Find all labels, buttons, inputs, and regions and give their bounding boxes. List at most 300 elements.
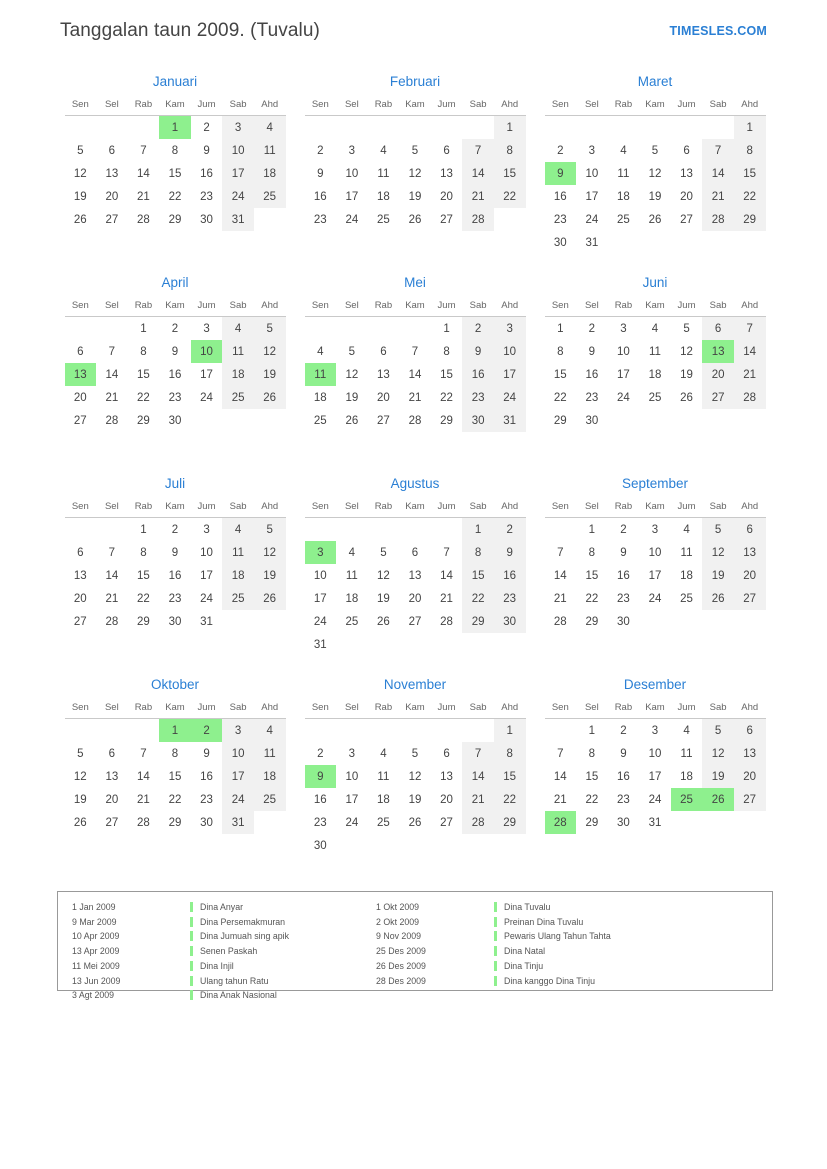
weekday-header: Jum: [431, 297, 463, 317]
day-cell: 30: [168, 414, 182, 427]
week-row: [545, 340, 766, 363]
day-cell: 3: [222, 116, 254, 140]
day-cell: 8: [734, 139, 766, 162]
empty-day-cell: [431, 633, 463, 656]
day-cell: 6: [108, 144, 116, 157]
empty-day-cell: [368, 633, 400, 656]
day-cell: 8: [443, 345, 450, 358]
empty-day-cell: [671, 811, 703, 834]
day-cell: 31: [313, 638, 327, 651]
month-table: [545, 96, 766, 254]
day-cell: 4: [620, 144, 627, 157]
weekday-header-row: [65, 699, 286, 719]
day-cell: 28: [137, 816, 150, 829]
holiday-day-cell: 10: [191, 340, 223, 363]
month-name: September: [621, 476, 689, 491]
day-cell: 26: [73, 816, 87, 829]
week-row: [65, 386, 286, 409]
day-cell: 24: [222, 788, 254, 811]
day-cell: 25: [313, 414, 327, 427]
holiday-legend: [57, 891, 773, 1001]
day-cell: 8: [171, 144, 179, 157]
day-cell: 26: [377, 615, 390, 628]
month-name: April: [161, 275, 189, 290]
week-row: [545, 386, 766, 409]
day-cell: 14: [440, 569, 453, 582]
weekday-header: Rab: [128, 498, 160, 518]
day-cell: 19: [345, 391, 359, 404]
day-cell: 24: [313, 615, 327, 628]
day-cell: 31: [648, 816, 662, 829]
day-cell: 4: [222, 317, 254, 341]
weekday-header: Ahd: [734, 498, 766, 518]
legend-date: 2 Okt 2009: [376, 916, 420, 927]
empty-day-cell: [399, 719, 431, 743]
empty-day-cell: [608, 116, 640, 140]
day-cell: 4: [683, 523, 690, 536]
day-cell: 18: [377, 190, 390, 203]
empty-day-cell: [702, 610, 734, 633]
month-table: [305, 699, 526, 857]
day-cell: 12: [254, 340, 286, 363]
holiday-day-cell: 28: [545, 811, 577, 834]
holiday-day-cell: 2: [191, 719, 223, 743]
site-brand[interactable]: TIMESLES.COM: [669, 24, 767, 38]
week-row: [545, 564, 766, 587]
day-cell: 20: [680, 190, 693, 203]
day-cell: 5: [348, 345, 356, 358]
week-row: [305, 185, 526, 208]
day-cell: 23: [585, 391, 599, 404]
day-cell: 27: [440, 816, 453, 829]
week-row: [305, 610, 526, 633]
day-cell: 9: [620, 747, 627, 760]
legend-name-column: [190, 900, 376, 1003]
day-cell: 6: [411, 546, 419, 559]
day-cell: 19: [377, 592, 390, 605]
day-cell: 18: [617, 190, 630, 203]
day-cell: 27: [73, 414, 87, 427]
day-cell: 13: [680, 167, 693, 180]
month-block: [57, 66, 293, 267]
day-cell: 3: [222, 719, 254, 743]
weekday-header: Sen: [305, 297, 337, 317]
day-cell: 2: [588, 322, 596, 335]
day-cell: 25: [648, 391, 662, 404]
weekday-header: Sen: [545, 297, 577, 317]
empty-day-cell: [128, 719, 160, 743]
day-cell: 9: [203, 144, 210, 157]
day-cell: 23: [313, 816, 327, 829]
week-row: [65, 317, 286, 341]
day-cell: 16: [585, 368, 599, 381]
day-cell: 12: [408, 167, 422, 180]
empty-day-cell: [222, 610, 254, 633]
day-cell: 15: [585, 770, 599, 783]
weekday-header: Jum: [671, 699, 703, 719]
week-row: [305, 587, 526, 610]
day-cell: 16: [168, 368, 182, 381]
day-cell: 19: [408, 793, 422, 806]
holiday-day-cell: 9: [545, 162, 577, 185]
day-cell: 26: [648, 213, 662, 226]
month-table: [305, 297, 526, 432]
weekday-header: Sel: [576, 96, 608, 116]
day-cell: 24: [222, 185, 254, 208]
empty-day-cell: [671, 231, 703, 254]
day-cell: 23: [617, 592, 630, 605]
day-cell: 1: [588, 724, 596, 737]
legend-holiday-name: Dina kanggo Dina Tinju: [494, 974, 680, 989]
day-cell: 10: [585, 167, 599, 180]
week-row: [305, 765, 526, 788]
weekday-header: Ahd: [254, 297, 286, 317]
empty-day-cell: [65, 317, 97, 341]
day-cell: 22: [168, 190, 182, 203]
day-cell: 27: [734, 788, 766, 811]
day-cell: 8: [171, 747, 179, 760]
day-cell: 9: [462, 340, 494, 363]
day-cell: 27: [105, 213, 119, 226]
day-cell: 27: [377, 414, 390, 427]
legend-date: 9 Nov 2009: [376, 931, 421, 942]
empty-day-cell: [305, 518, 337, 542]
day-cell: 30: [200, 816, 213, 829]
day-cell: 14: [462, 765, 494, 788]
weekday-header: Sel: [96, 297, 128, 317]
weekday-header: Sen: [65, 498, 97, 518]
day-cell: 3: [651, 523, 659, 536]
day-cell: 30: [553, 236, 567, 249]
legend-date-column: [72, 900, 190, 1003]
month-table: [65, 297, 286, 432]
day-cell: 20: [73, 391, 87, 404]
empty-day-cell: [545, 719, 577, 743]
empty-day-cell: [545, 518, 577, 542]
day-cell: 27: [73, 615, 87, 628]
day-cell: 13: [734, 541, 766, 564]
day-cell: 1: [140, 322, 147, 335]
day-cell: 12: [254, 541, 286, 564]
day-cell: 27: [734, 587, 766, 610]
day-cell: 10: [617, 345, 630, 358]
day-cell: 24: [345, 816, 359, 829]
legend-holiday-name: Dina Injil: [190, 959, 376, 974]
weekday-header-row: [65, 297, 286, 317]
day-cell: 8: [557, 345, 564, 358]
day-cell: 4: [348, 546, 356, 559]
day-cell: 30: [585, 414, 599, 427]
day-cell: 22: [440, 391, 453, 404]
weekday-header: Sel: [336, 498, 368, 518]
day-cell: 3: [620, 322, 627, 335]
legend-date: 10 Apr 2009: [72, 931, 120, 942]
empty-day-cell: [254, 610, 286, 633]
legend-name-column: [494, 900, 680, 1003]
empty-day-cell: [431, 834, 463, 857]
day-cell: 8: [140, 546, 147, 559]
day-cell: 7: [734, 317, 766, 341]
day-cell: 5: [651, 144, 659, 157]
week-row: [305, 834, 526, 857]
weekday-header: Ahd: [734, 699, 766, 719]
empty-day-cell: [368, 116, 400, 140]
empty-day-cell: [399, 518, 431, 542]
legend-date: 13 Jun 2009: [72, 975, 121, 986]
weekday-header: Sen: [545, 96, 577, 116]
day-cell: 27: [702, 386, 734, 409]
weekday-header-row: [545, 96, 766, 116]
day-cell: 28: [105, 615, 119, 628]
weekday-header: Kam: [639, 297, 671, 317]
day-cell: 20: [440, 190, 453, 203]
day-cell: 24: [345, 213, 359, 226]
empty-day-cell: [191, 409, 223, 432]
day-cell: 19: [702, 765, 734, 788]
day-cell: 4: [222, 518, 254, 542]
weekday-header: Sab: [462, 498, 494, 518]
week-row: [545, 788, 766, 811]
empty-day-cell: [128, 116, 160, 140]
day-cell: 28: [734, 386, 766, 409]
day-cell: 11: [648, 345, 661, 358]
month-block: [297, 669, 533, 870]
day-cell: 30: [617, 816, 630, 829]
week-row: [305, 409, 526, 432]
day-cell: 18: [648, 368, 662, 381]
month-table: [65, 699, 286, 834]
weekday-header: Sab: [222, 498, 254, 518]
day-cell: 19: [648, 190, 662, 203]
day-cell: 29: [494, 811, 526, 834]
day-cell: 6: [734, 719, 766, 743]
empty-day-cell: [639, 231, 671, 254]
day-cell: 18: [254, 162, 286, 185]
legend-date: 3 Agt 2009: [72, 990, 115, 1001]
weekday-header: Rab: [368, 498, 400, 518]
day-cell: 11: [345, 569, 358, 582]
day-cell: 22: [494, 788, 526, 811]
week-row: [305, 719, 526, 743]
empty-day-cell: [254, 811, 286, 834]
day-cell: 20: [734, 765, 766, 788]
day-cell: 28: [408, 414, 422, 427]
weekday-header: Rab: [368, 297, 400, 317]
week-row: [65, 363, 286, 386]
day-cell: 3: [588, 144, 596, 157]
day-cell: 29: [440, 414, 453, 427]
day-cell: 2: [171, 322, 179, 335]
day-cell: 8: [588, 546, 596, 559]
day-cell: 2: [317, 144, 324, 157]
month-block: [297, 468, 533, 669]
weekday-header: Sab: [462, 297, 494, 317]
weekday-header: Rab: [128, 699, 160, 719]
week-row: [65, 610, 286, 633]
day-cell: 30: [168, 615, 182, 628]
day-cell: 14: [408, 368, 422, 381]
day-cell: 30: [200, 213, 213, 226]
day-cell: 28: [105, 414, 119, 427]
months-grid: [57, 66, 773, 870]
week-row: [65, 185, 286, 208]
day-cell: 29: [137, 615, 150, 628]
legend-date: 9 Mar 2009: [72, 916, 117, 927]
month-name: Oktober: [150, 677, 200, 692]
day-cell: 16: [313, 190, 327, 203]
week-row: [545, 811, 766, 834]
weekday-header: Kam: [639, 498, 671, 518]
day-cell: 3: [203, 523, 210, 536]
day-cell: 13: [105, 770, 119, 783]
week-row: [305, 363, 526, 386]
day-cell: 29: [585, 816, 599, 829]
weekday-header: Kam: [399, 699, 431, 719]
day-cell: 27: [105, 816, 119, 829]
weekday-header: Jum: [671, 297, 703, 317]
day-cell: 11: [254, 139, 286, 162]
empty-day-cell: [336, 518, 368, 542]
day-cell: 7: [557, 747, 564, 760]
day-cell: 19: [408, 190, 422, 203]
week-row: [545, 139, 766, 162]
holiday-day-cell: 13: [702, 340, 734, 363]
day-cell: 5: [254, 317, 286, 341]
week-row: [545, 765, 766, 788]
day-cell: 23: [168, 592, 182, 605]
day-cell: 17: [200, 368, 213, 381]
weekday-header: Rab: [368, 96, 400, 116]
day-cell: 15: [440, 368, 453, 381]
weekday-header-row: [305, 297, 526, 317]
day-cell: 10: [494, 340, 526, 363]
weekday-header: Jum: [191, 297, 223, 317]
day-cell: 2: [171, 523, 179, 536]
empty-day-cell: [545, 116, 577, 140]
day-cell: 3: [203, 322, 210, 335]
day-cell: 12: [702, 742, 734, 765]
weekday-header-row: [305, 498, 526, 518]
week-row: [545, 162, 766, 185]
day-cell: 22: [494, 185, 526, 208]
day-cell: 7: [411, 345, 419, 358]
week-row: [305, 116, 526, 140]
month-table: [305, 498, 526, 656]
day-cell: 6: [702, 317, 734, 341]
weekday-header: Kam: [399, 96, 431, 116]
legend-holiday-name: Dina Tinju: [494, 959, 680, 974]
day-cell: 6: [734, 518, 766, 542]
day-cell: 7: [557, 546, 564, 559]
weekday-header: Sen: [545, 498, 577, 518]
day-cell: 17: [648, 770, 662, 783]
month-name: Februari: [389, 74, 441, 89]
day-cell: 1: [443, 322, 450, 335]
week-row: [65, 518, 286, 542]
day-cell: 1: [557, 322, 564, 335]
day-cell: 15: [494, 162, 526, 185]
day-cell: 31: [222, 811, 254, 834]
empty-day-cell: [639, 610, 671, 633]
day-cell: 16: [494, 564, 526, 587]
day-cell: 20: [440, 793, 453, 806]
day-cell: 3: [348, 144, 356, 157]
day-cell: 17: [617, 368, 630, 381]
empty-day-cell: [702, 409, 734, 432]
empty-day-cell: [399, 317, 431, 341]
weekday-header: Rab: [608, 96, 640, 116]
week-row: [65, 340, 286, 363]
day-cell: 2: [494, 518, 526, 542]
day-cell: 25: [345, 615, 359, 628]
day-cell: 6: [77, 345, 84, 358]
day-cell: 5: [411, 144, 419, 157]
day-cell: 12: [345, 368, 359, 381]
empty-day-cell: [671, 409, 703, 432]
day-cell: 1: [734, 116, 766, 140]
day-cell: 13: [73, 569, 87, 582]
month-name: Januari: [152, 74, 198, 89]
day-cell: 26: [345, 414, 359, 427]
day-cell: 11: [222, 340, 254, 363]
legend-holiday-name: Dina Anyar: [190, 900, 376, 915]
day-cell: 2: [557, 144, 564, 157]
day-cell: 26: [680, 391, 693, 404]
day-cell: 25: [617, 213, 630, 226]
legend-date: 1 Okt 2009: [376, 902, 420, 912]
empty-day-cell: [462, 834, 494, 857]
day-cell: 25: [254, 788, 286, 811]
day-cell: 17: [494, 363, 526, 386]
day-cell: 25: [377, 213, 390, 226]
day-cell: 7: [108, 546, 116, 559]
week-row: [305, 811, 526, 834]
day-cell: 22: [137, 592, 150, 605]
day-cell: 28: [462, 811, 494, 834]
week-row: [65, 811, 286, 834]
weekday-header: Ahd: [494, 498, 526, 518]
day-cell: 26: [408, 816, 422, 829]
weekday-header: Ahd: [494, 297, 526, 317]
empty-day-cell: [462, 719, 494, 743]
weekday-header: Jum: [671, 96, 703, 116]
day-cell: 18: [222, 564, 254, 587]
page-header: [0, 0, 827, 62]
day-cell: 2: [620, 523, 627, 536]
day-cell: 19: [254, 564, 286, 587]
week-row: [545, 541, 766, 564]
day-cell: 30: [313, 839, 327, 852]
week-row: [545, 742, 766, 765]
legend-holiday-name: Senen Paskah: [190, 944, 376, 959]
day-cell: 4: [380, 144, 387, 157]
weekday-header: Rab: [128, 297, 160, 317]
day-cell: 14: [105, 569, 119, 582]
weekday-header: Jum: [431, 498, 463, 518]
month-block: [537, 669, 773, 870]
weekday-header: Sab: [222, 699, 254, 719]
day-cell: 23: [168, 391, 182, 404]
day-cell: 21: [702, 185, 734, 208]
empty-day-cell: [368, 834, 400, 857]
day-cell: 16: [462, 363, 494, 386]
day-cell: 15: [137, 368, 150, 381]
empty-day-cell: [96, 116, 128, 140]
day-cell: 8: [462, 541, 494, 564]
day-cell: 30: [617, 615, 630, 628]
day-cell: 19: [73, 793, 87, 806]
weekday-header: Kam: [399, 297, 431, 317]
